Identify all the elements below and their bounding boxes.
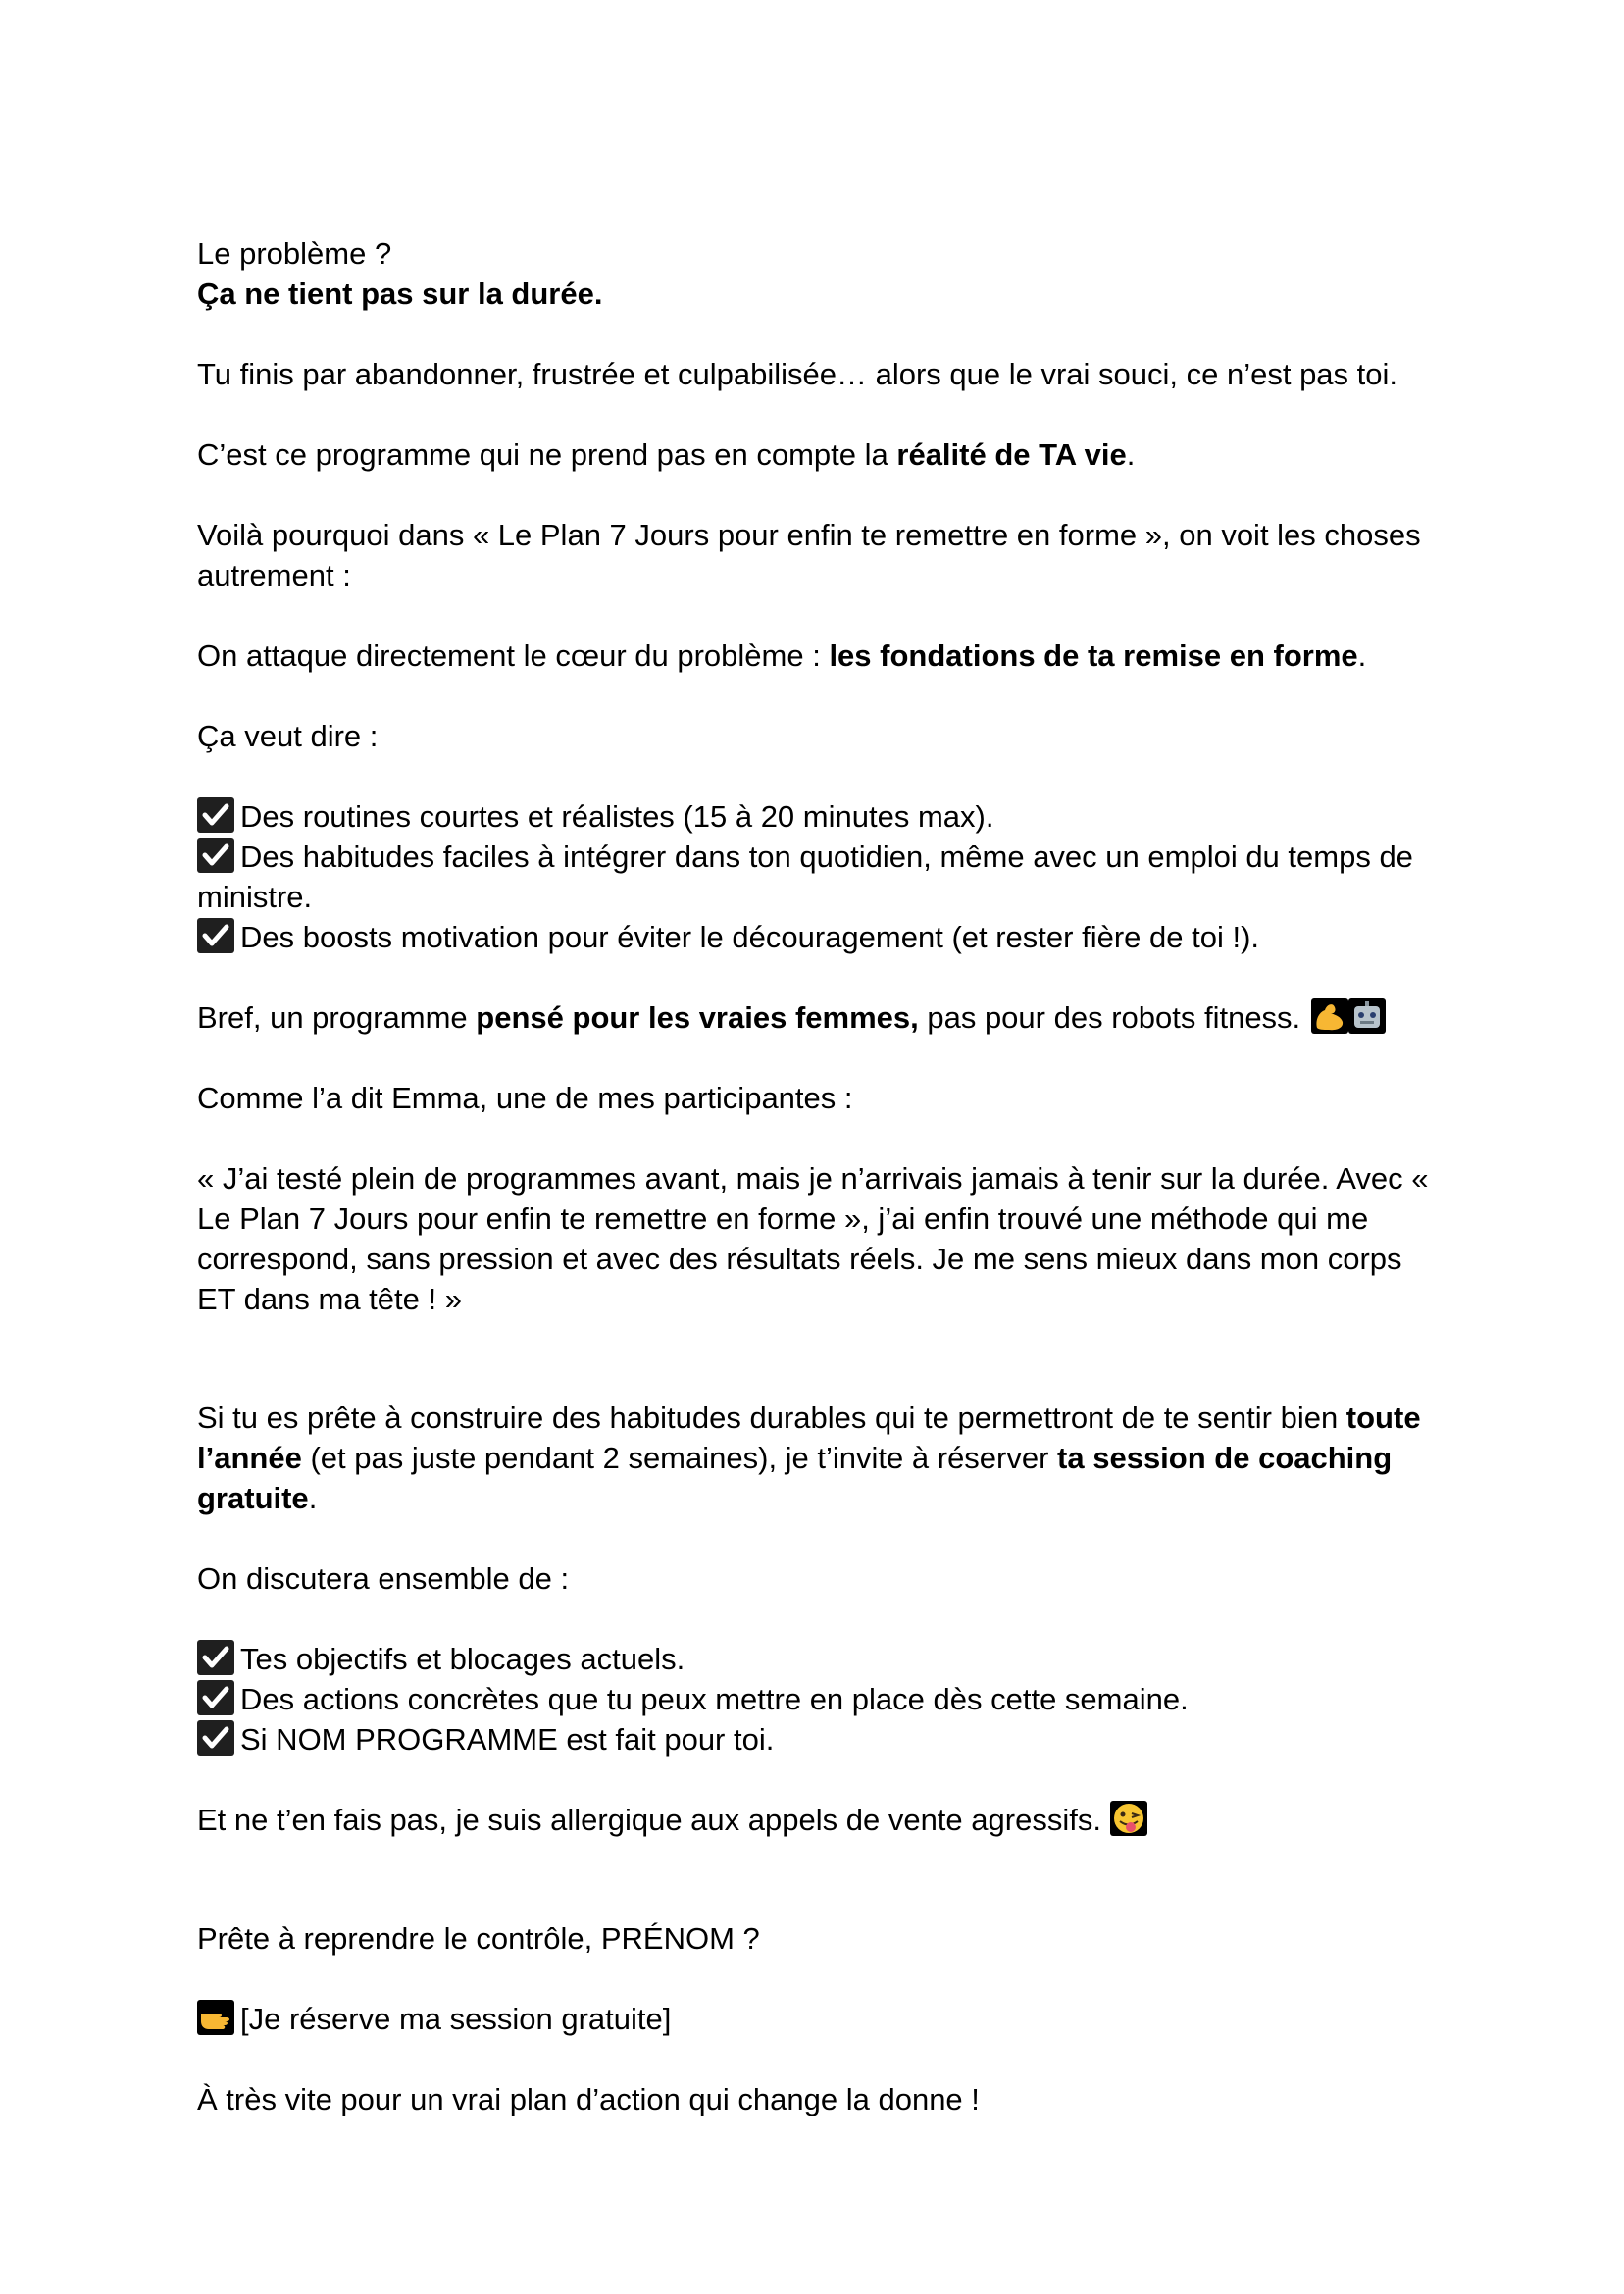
check-mark-icon <box>197 918 234 953</box>
intro-question: Le problème ? <box>197 236 392 271</box>
check-mark-icon <box>197 1720 234 1756</box>
check-mark-icon <box>197 1640 234 1675</box>
paragraph-emma: Comme l’a dit Emma, une de mes participantes : <box>197 1081 853 1115</box>
check-mark-icon <box>197 838 234 873</box>
paragraph-voila: Voilà pourquoi dans « Le Plan 7 Jours pour enfin te remettre en forme », on voit les choses autrement : <box>197 518 1421 592</box>
paragraph-bref: Bref, un programme pensé pour les vraies femmes, pas pour des robots fitness. <box>197 997 1433 1038</box>
pointing-hand-icon <box>197 2000 234 2035</box>
paragraph-veut-dire: Ça veut dire : <box>197 719 379 753</box>
intro-bold-statement: Ça ne tient pas sur la durée. <box>197 277 603 311</box>
cta-link[interactable]: [Je réserve ma session gratuite] <box>240 2002 672 2036</box>
paragraph-allergique: Et ne t’en fais pas, je suis allergique aux appels de vente agressifs. <box>197 1800 1433 1840</box>
testimonial-quote: « J’ai testé plein de programmes avant, mais je n’arrivais jamais à tenir sur la durée. Avec « Le Plan 7 Jours pour enfin te remettre en forme », j’ai enfin trouvé une méthode qui me correspond, sans pression et avec des résultats réels. Je me sens mieux dans mon corps ET dans ma tête ! » <box>197 1161 1429 1316</box>
flexed-biceps-icon <box>1311 998 1348 1034</box>
document-page <box>197 233 1433 2119</box>
benefit-item: Des boosts motivation pour éviter le découragement (et rester fière de toi !). <box>197 917 1433 957</box>
paragraph-final: À très vite pour un vrai plan d’action qui change la donne ! <box>197 2082 980 2116</box>
winking-tongue-face-icon <box>1110 1801 1147 1836</box>
paragraph-programme: C’est ce programme qui ne prend pas en compte la réalité de TA vie. <box>197 437 1136 472</box>
paragraph-prete: Si tu es prête à construire des habitudes durables qui te permettront de te sentir bien toute l’année (et pas juste pendant 2 semaines), je t’invite à réserver ta session de coaching gratuite. <box>197 1401 1421 1515</box>
check-mark-icon <box>197 1680 234 1715</box>
paragraph-abandon: Tu finis par abandonner, frustrée et culpabilisée… alors que le vrai souci, ce n’est pas toi. <box>197 357 1398 391</box>
topic-item: Si NOM PROGRAMME est fait pour toi. <box>197 1719 1433 1759</box>
topic-item: Des actions concrètes que tu peux mettre en place dès cette semaine. <box>197 1679 1433 1719</box>
benefit-item: Des routines courtes et réalistes (15 à 20 minutes max). <box>197 796 1433 837</box>
paragraph-attaque: On attaque directement le cœur du problème : les fondations de ta remise en forme. <box>197 638 1367 673</box>
robot-face-icon <box>1348 998 1386 1034</box>
topic-item: Tes objectifs et blocages actuels. <box>197 1639 1433 1679</box>
check-mark-icon <box>197 797 234 833</box>
paragraph-controle: Prête à reprendre le contrôle, PRÉNOM ? <box>197 1921 760 1956</box>
cta-line[interactable] <box>197 1999 1433 2039</box>
benefit-item: Des habitudes faciles à intégrer dans ton quotidien, même avec un emploi du temps de ministre. <box>197 840 1413 914</box>
paragraph-discutera: On discutera ensemble de : <box>197 1561 570 1596</box>
